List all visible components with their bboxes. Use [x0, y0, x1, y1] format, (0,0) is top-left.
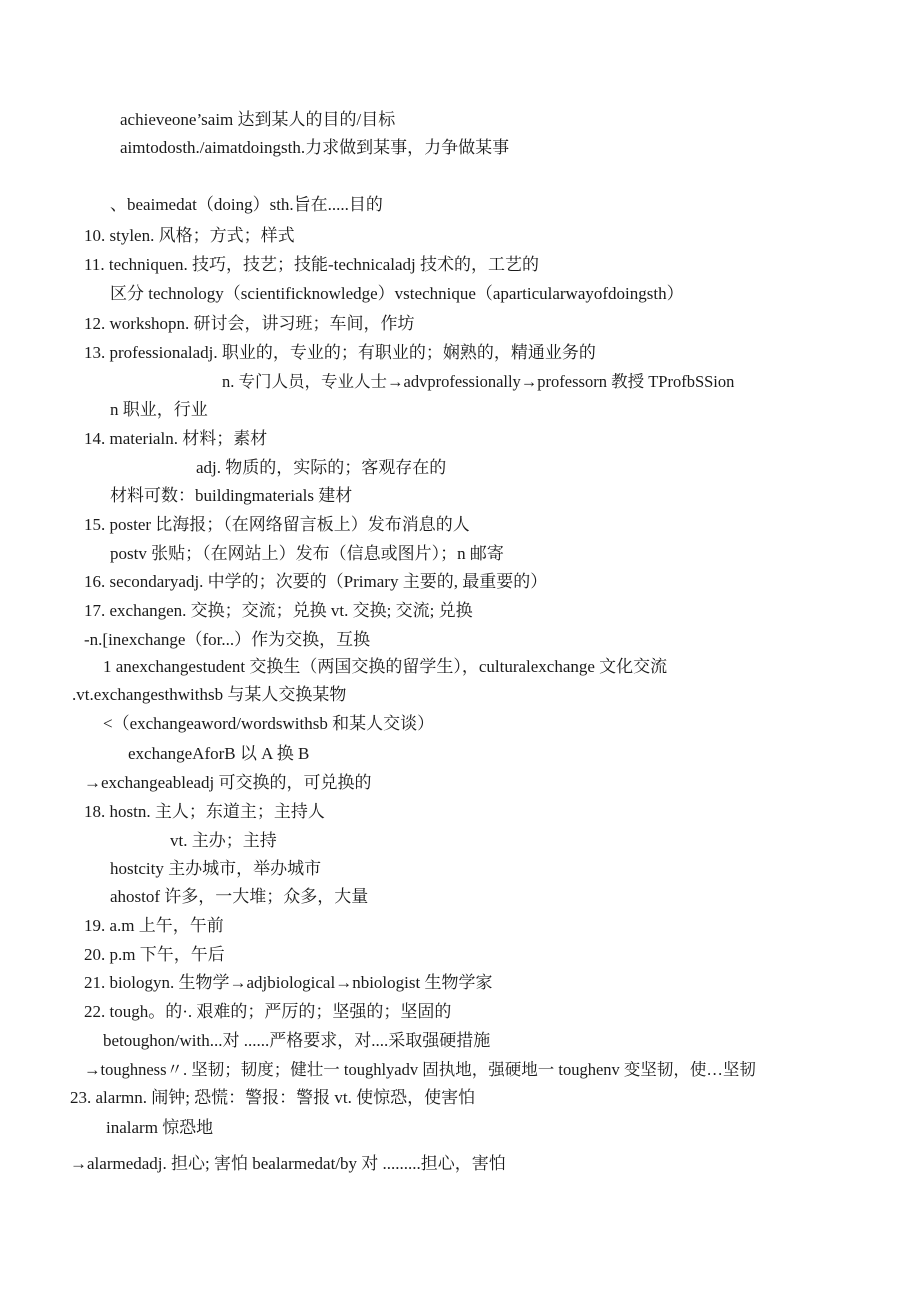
text-line: 20. p.m 下午，午后 — [84, 945, 225, 964]
text-line: aimtodosth./aimatdoingsth.力求做到某事，力争做某事 — [120, 138, 510, 157]
text-line: n 职业，行业 — [110, 400, 208, 419]
text-line: →exchangeableadj 可交换的，可兑换的 — [84, 773, 372, 792]
text-line: 17. exchangen. 交换；交流；兑换 vt. 交换; 交流; 兑换 — [84, 601, 473, 620]
text-line: vt. 主办；主持 — [170, 831, 277, 850]
text-line: 13. professionaladj. 职业的，专业的；有职业的；娴熟的，精通业务的 — [84, 343, 596, 362]
text-line: 21. biologyn. 生物学→adjbiological→nbiologist 生物学家 — [84, 973, 493, 992]
text-line: postv 张贴；（在网站上）发布（信息或图片）；n 邮寄 — [110, 544, 504, 563]
text-line: 23. alarmn. 闹钟; 恐慌：警报：警报 vt. 使惊恐，使害怕 — [70, 1088, 476, 1107]
text-line: 19. a.m 上午，午前 — [84, 916, 224, 935]
text-line: 、beaimedat（doing）sth.旨在.....目的 — [110, 195, 383, 214]
text-line: 11. techniquen. 技巧，技艺；技能-technicaladj 技术的，工艺的 — [84, 255, 539, 274]
text-line: 16. secondaryadj. 中学的；次要的（Primary 主要的, 最重要的） — [84, 572, 548, 591]
text-line: adj. 物质的，实际的；客观存在的 — [196, 458, 447, 477]
text-line: <（exchangeaword/wordswithsb 和某人交谈） — [103, 714, 435, 733]
text-line: exchangeAforB 以 A 换 B — [128, 744, 310, 763]
text-line: 材料可数：buildingmaterials 建材 — [110, 486, 353, 505]
text-line: 12. workshopn. 研讨会，讲习班；车间，作坊 — [84, 314, 415, 333]
text-line: 区分 technology（scientificknowledge）vstechnique（aparticularwayofdoingsth） — [110, 284, 684, 303]
text-line: n. 专门人员，专业人士→advprofessionally→professorn 教授 TProfbSSion — [222, 372, 735, 391]
text-line: 22. tough。的·. 艰难的；严厉的；坚强的；坚固的 — [84, 1002, 452, 1021]
text-line: 18. hostn. 主人；东道主；主持人 — [84, 802, 325, 821]
text-line: -n.[inexchange（for...）作为交换，互换 — [84, 630, 371, 649]
text-line: →alarmedadj. 担心; 害怕 bealarmedat/by 对 .........担心，害怕 — [70, 1154, 506, 1173]
text-line: →toughness〃. 坚韧；韧度；健壮一 toughlyadv 固执地，强硬地一 toughenv 变坚韧，使…坚韧 — [84, 1060, 756, 1079]
text-line: hostcity 主办城市，举办城市 — [110, 859, 322, 878]
text-line: .vt.exchangesthwithsb 与某人交换某物 — [72, 685, 347, 704]
text-line: 10. stylen. 风格；方式；样式 — [84, 226, 295, 245]
text-line: 1 anexchangestudent 交换生（两国交换的留学生），culturalexchange 文化交流 — [103, 657, 668, 676]
text-line: 14. materialn. 材料；素材 — [84, 429, 268, 448]
text-line: inalarm 惊恐地 — [106, 1118, 214, 1137]
text-line: ahostof 许多，一大堆；众多，大量 — [110, 887, 369, 906]
text-line: achieveone’saim 达到某人的目的/目标 — [120, 110, 396, 129]
text-line: betoughon/with...对 ......严格要求，对....采取强硬措施 — [103, 1031, 491, 1050]
text-line: 15. poster 比海报；（在网络留言板上）发布消息的人 — [84, 515, 470, 534]
